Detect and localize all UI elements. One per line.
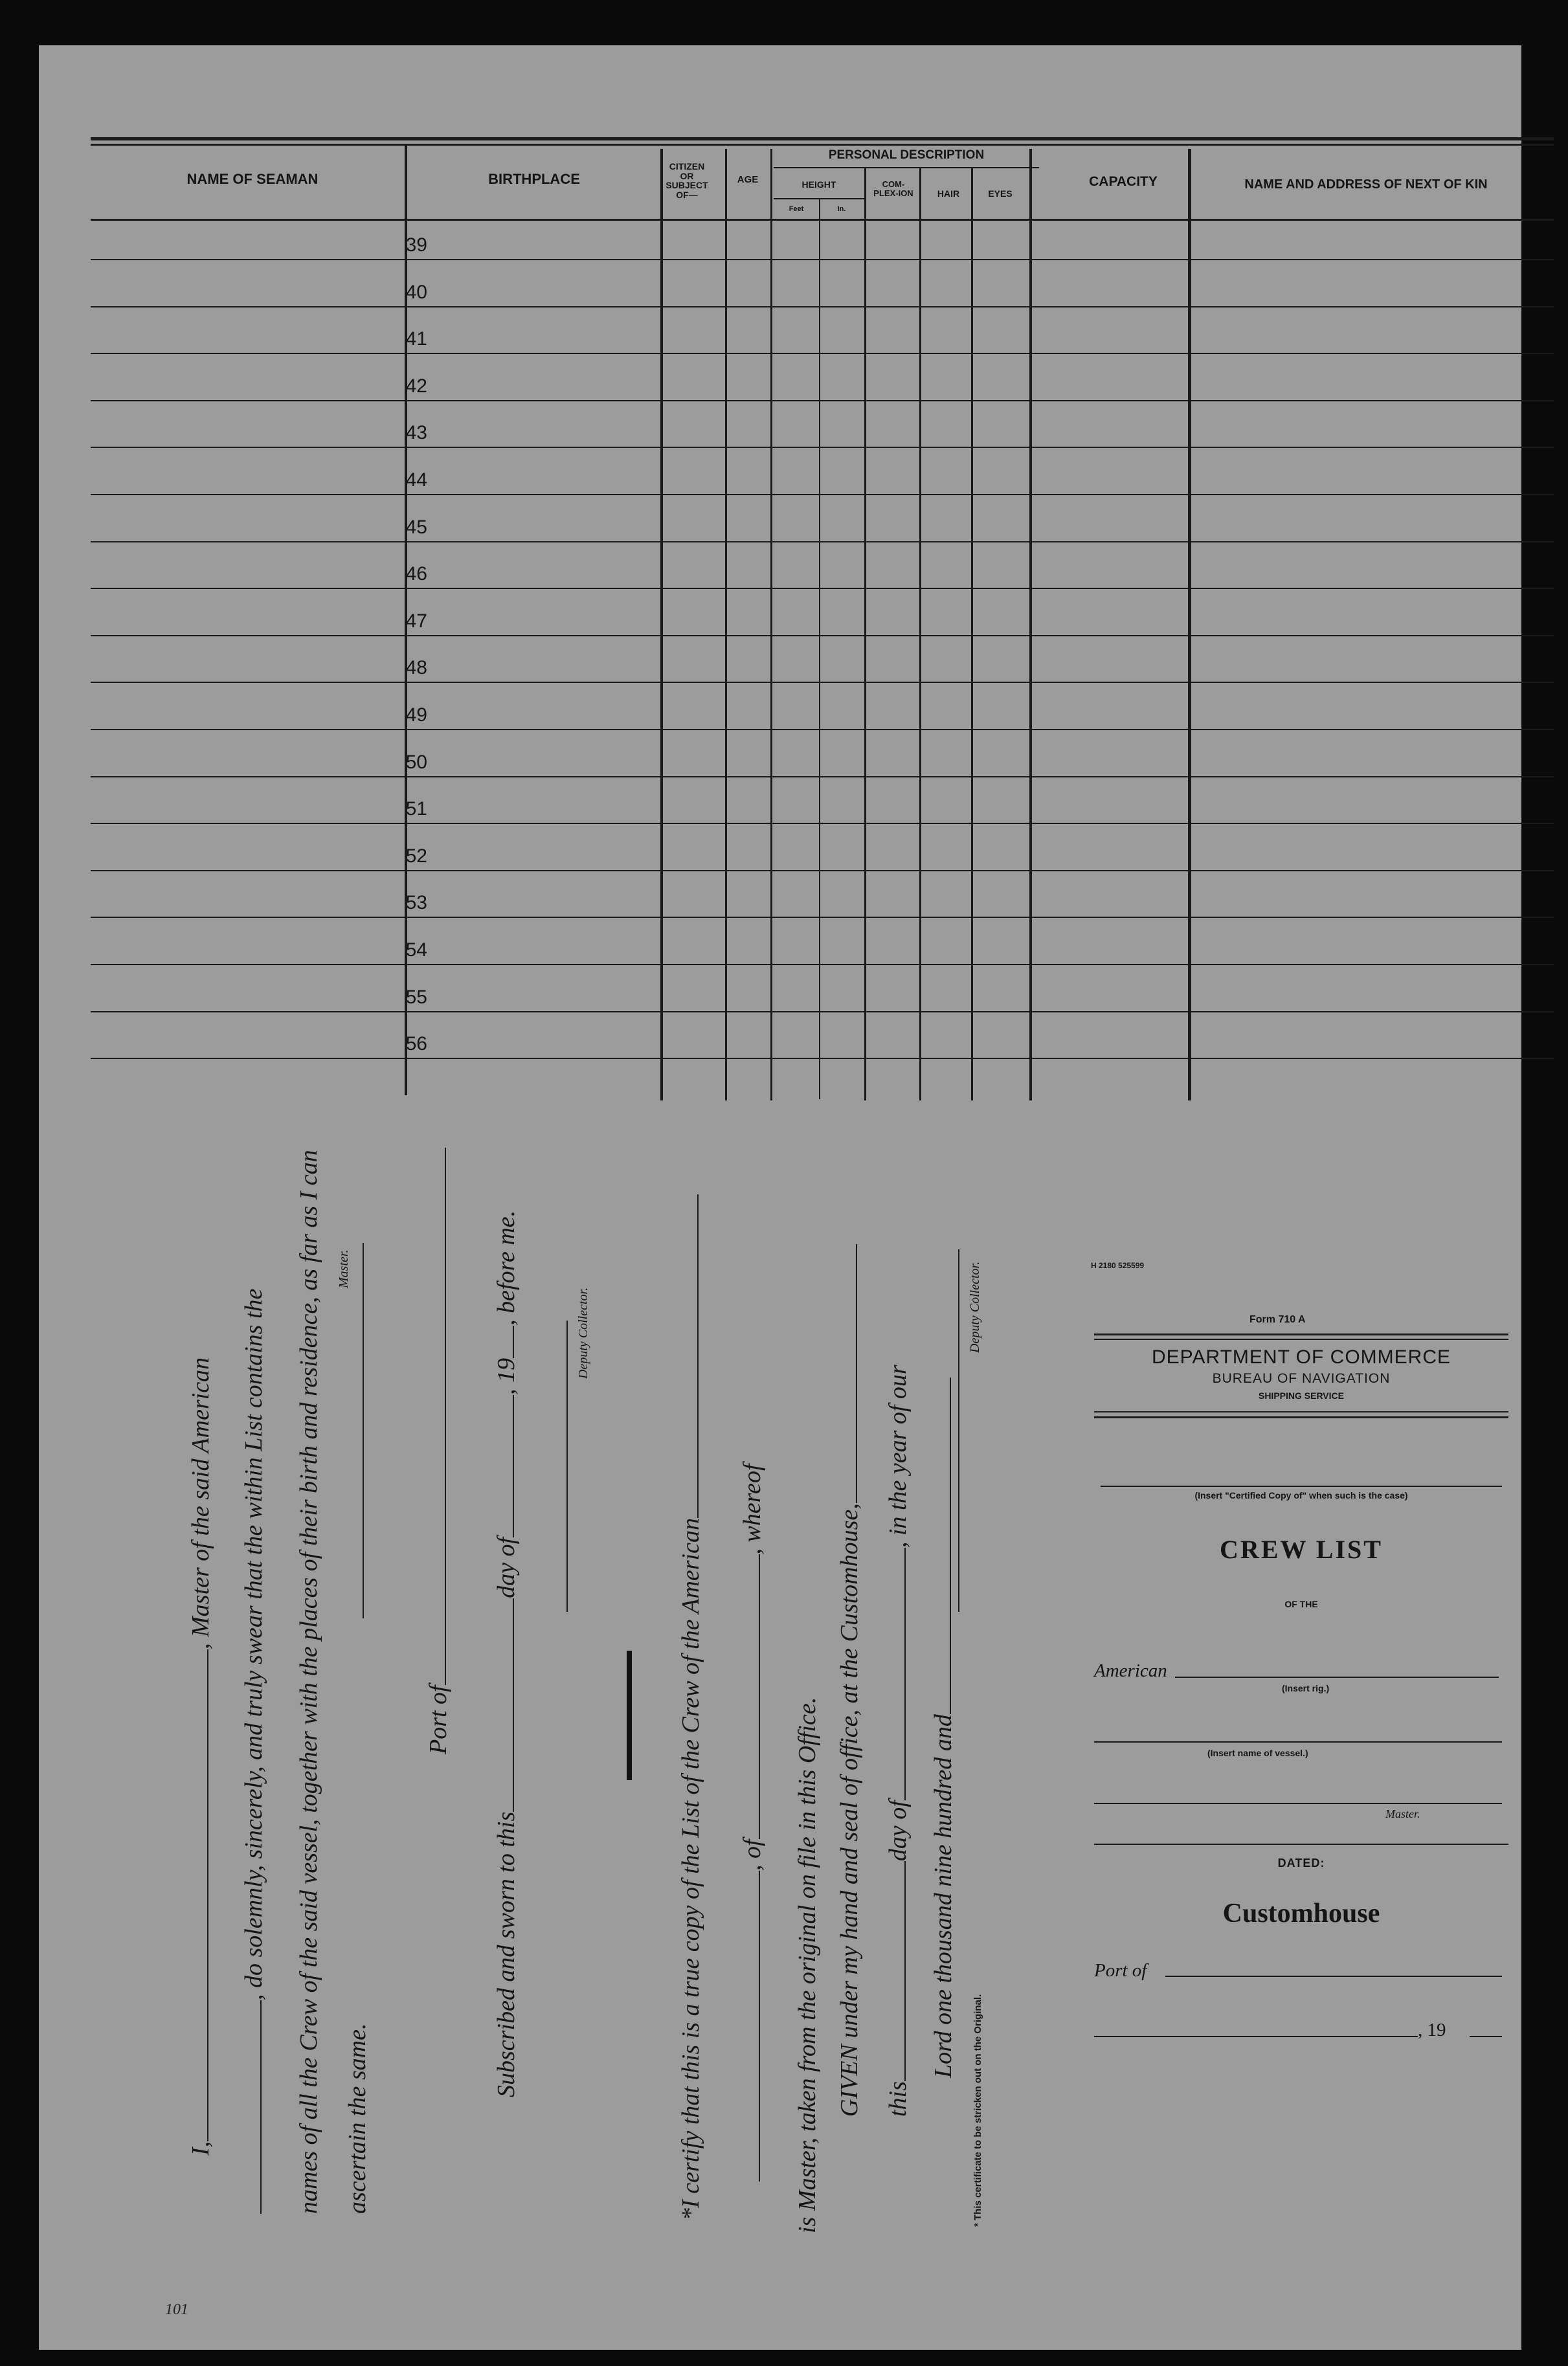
cert-line-2: , of, whereof	[738, 1464, 767, 2182]
table-row	[91, 823, 1554, 824]
header-age: AGE	[737, 174, 759, 185]
table-row	[91, 306, 1554, 307]
oath-line-4: ascertain the same.	[344, 2023, 371, 2214]
cert-line-1: *I certify that this is a true copy of the List of the Crew of the American	[677, 1194, 705, 2220]
row-number: 43	[405, 422, 427, 444]
header-name-of-seaman: NAME OF SEAMAN	[186, 171, 319, 187]
oath-deputy-label: Deputy Collector.	[576, 1287, 590, 1379]
header-hair: HAIR	[937, 188, 960, 199]
top-rule-thin	[91, 144, 1554, 146]
col-line-2	[660, 149, 663, 1100]
date-line	[1094, 2036, 1418, 2037]
row-number: 41	[405, 328, 427, 350]
margin-note: 101	[165, 2301, 188, 2318]
cert-footnote: * This certificate to be stricken out on the Original.	[972, 1994, 983, 2227]
row-number: 55	[405, 986, 427, 1008]
insert-vessel-note: (Insert name of vessel.)	[1207, 1748, 1308, 1758]
header-bottom-rule	[91, 219, 1554, 221]
row-number: 40	[405, 281, 427, 303]
dept-rule-top	[1094, 1334, 1508, 1335]
oath-subscribed: Subscribed and sworn to thisday of, 19, before me.	[493, 1210, 520, 2097]
header-complexion: COM-PLEX-ION	[873, 179, 913, 198]
master-label: Master.	[1385, 1807, 1420, 1820]
table-row	[91, 259, 1554, 260]
row-number: 53	[405, 892, 427, 914]
separator-bar	[627, 1651, 632, 1780]
table-row	[91, 588, 1554, 589]
col-line-9	[1029, 149, 1032, 1100]
deputy-signature-line-2	[958, 1249, 959, 1612]
port-of-line	[1165, 1976, 1502, 1977]
table-row	[91, 353, 1554, 354]
row-number: 49	[405, 704, 427, 726]
customhouse-title: Customhouse	[1222, 1899, 1380, 1928]
dated-rule-top	[1094, 1844, 1508, 1845]
row-number: 51	[405, 798, 427, 820]
vessel-name-line	[1094, 1741, 1502, 1743]
oath-line-3: names of all the Crew of the said vessel, together with the places of their birth and residence, as far as I can	[295, 1150, 322, 2214]
oath-line-2: , do solemnly, sincerely, and truly swear that the within List contains the	[240, 1289, 268, 2214]
col-line-10	[1188, 149, 1191, 1100]
dept-rule-bottom	[1094, 1411, 1508, 1412]
dated-label: DATED:	[1277, 1857, 1325, 1869]
row-number: 42	[405, 375, 427, 397]
header-feet: Feet	[789, 205, 804, 213]
header-birthplace: BIRTHPLACE	[488, 171, 580, 187]
year-label: , 19	[1418, 2020, 1446, 2040]
table-row	[91, 870, 1554, 871]
rig-line	[1175, 1677, 1499, 1678]
header-citizen: CITIZEN OR SUBJECT OF—	[666, 161, 708, 201]
header-next-of-kin: NAME AND ADDRESS OF NEXT OF KIN	[1244, 177, 1488, 192]
table-row	[91, 776, 1554, 777]
row-number: 46	[405, 563, 427, 585]
header-capacity: CAPACITY	[1089, 174, 1158, 189]
of-the-label: OF THE	[1284, 1599, 1318, 1609]
cert-deputy-label: Deputy Collector.	[968, 1261, 982, 1353]
header-personal-description: PERSONAL DESCRIPTION	[828, 148, 985, 162]
insert-rig-note: (Insert rig.)	[1282, 1683, 1330, 1693]
col-line-3	[725, 149, 727, 1100]
insert-certified-note: (Insert "Certified Copy of" when such is the case)	[1194, 1490, 1408, 1501]
oath-line-1: I,, Master of the said American	[187, 1357, 214, 2156]
master-line	[1094, 1803, 1502, 1804]
cert-line-5: thisday of, in the year of our	[884, 1365, 912, 2117]
document-page	[39, 45, 1521, 2350]
row-number: 48	[405, 657, 427, 679]
top-rule	[91, 137, 1554, 140]
row-number: 54	[405, 939, 427, 961]
row-number: 44	[405, 469, 427, 491]
header-eyes: EYES	[988, 188, 1013, 199]
service-title: SHIPPING SERVICE	[1258, 1390, 1344, 1401]
port-of-label: Port of	[1094, 1960, 1147, 1981]
form-number: Form 710 A	[1249, 1314, 1306, 1325]
cert-line-4: GIVEN under my hand and seal of office, at the Customhouse,	[835, 1244, 864, 2117]
table-row	[91, 729, 1554, 730]
crew-list-title: CREW LIST	[1220, 1535, 1383, 1564]
header-height: HEIGHT	[801, 179, 836, 190]
oath-port: Port of	[424, 1148, 453, 1754]
table-row	[91, 494, 1554, 495]
deputy-signature-line-1	[566, 1321, 568, 1612]
personal-rule	[774, 167, 1039, 168]
dept-rule-bottom-2	[1094, 1416, 1508, 1418]
table-row	[91, 682, 1554, 683]
row-number: 52	[405, 845, 427, 867]
cert-line-3: is Master, taken from the original on file in this Office.	[794, 1697, 821, 2233]
table-row	[91, 400, 1554, 401]
table-row	[91, 964, 1554, 965]
form-code: H 2180 525599	[1091, 1261, 1145, 1270]
row-number: 39	[405, 234, 427, 256]
oath-master-label: Master.	[337, 1249, 351, 1288]
table-row	[91, 447, 1554, 448]
row-number: 56	[405, 1033, 427, 1055]
master-signature-line	[363, 1243, 364, 1618]
row-number: 50	[405, 751, 427, 773]
bureau-title: BUREAU OF NAVIGATION	[1212, 1371, 1391, 1386]
table-row	[91, 1058, 1554, 1059]
american-label: American	[1094, 1660, 1167, 1681]
table-row	[91, 917, 1554, 918]
department-title: DEPARTMENT OF COMMERCE	[1151, 1346, 1451, 1368]
table-row	[91, 635, 1554, 636]
cert-line-6: Lord one thousand nine hundred and	[929, 1378, 958, 2078]
row-number: 45	[405, 516, 427, 538]
year-line	[1470, 2036, 1502, 2037]
table-row	[91, 1011, 1554, 1012]
header-inches: In.	[837, 205, 846, 213]
col-line-4	[770, 149, 772, 1100]
row-number: 47	[405, 610, 427, 632]
table-row	[91, 541, 1554, 542]
dept-rule-top-2	[1094, 1339, 1508, 1340]
certified-copy-line	[1101, 1486, 1502, 1487]
